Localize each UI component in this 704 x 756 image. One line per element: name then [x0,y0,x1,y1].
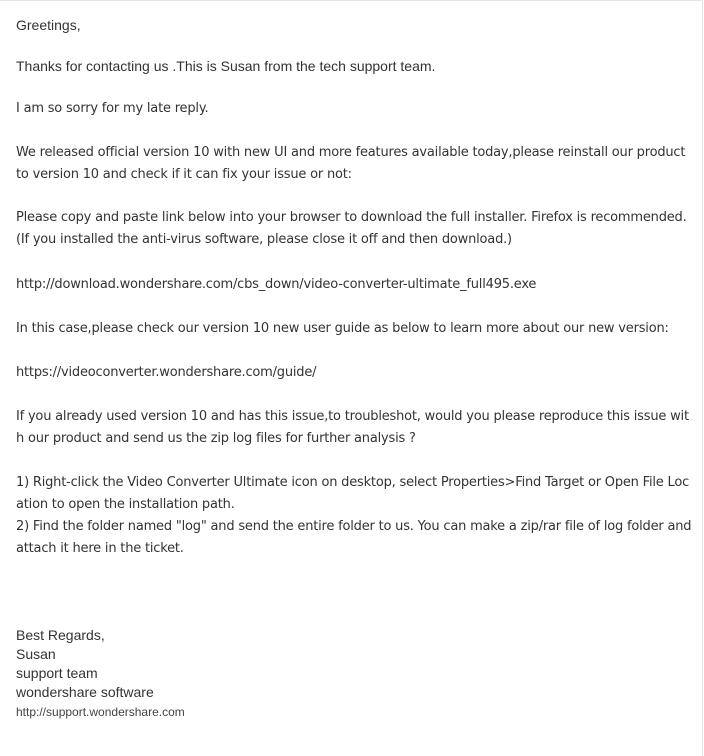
release-note: We released official version 10 with new UI and more features available today,please reinstall our product to version 10 and check if it can fix your issue or not: [16,145,686,182]
guide-intro: In this case,please check our version 10 new user guide as below to learn more about our new version: [16,321,669,336]
step-1: 1) Right-click the Video Converter Ultimate icon on desktop, select Properties>Find Target or Open File Location to open the installation path. [16,475,690,512]
step-2: 2) Find the folder named "log" and send the entire folder to us. You can make a zip/rar file of log folder and attach it here in the ticket. [16,519,692,556]
guide-link[interactable]: https://videoconverter.wondershare.com/guide/ [16,365,317,380]
signature-company: wondershare software [16,684,154,700]
signature-closing: Best Regards, [16,627,105,643]
download-instruction: Please copy and paste link below into your browser to download the full installer. Firefox is recommended. (If you installed the anti-virus software, please close it off and then download.) [16,210,687,247]
download-link[interactable]: http://download.wondershare.com/cbs_down/video-converter-ultimate_full495.exe [16,277,537,292]
apology-line: I am so sorry for my late reply. [16,101,209,116]
signature-url[interactable]: http://support.wondershare.com [16,705,185,719]
signature-team: support team [16,665,98,681]
troubleshoot-request: If you already used version 10 and has this issue,to troubleshot, would you please reproduce this issue with our product and send us the zip log files for further analysis ? [16,409,689,446]
signature-name: Susan [16,646,56,662]
greeting: Greetings, [16,17,81,33]
intro-line: Thanks for contacting us .This is Susan from the tech support team. [16,58,436,74]
